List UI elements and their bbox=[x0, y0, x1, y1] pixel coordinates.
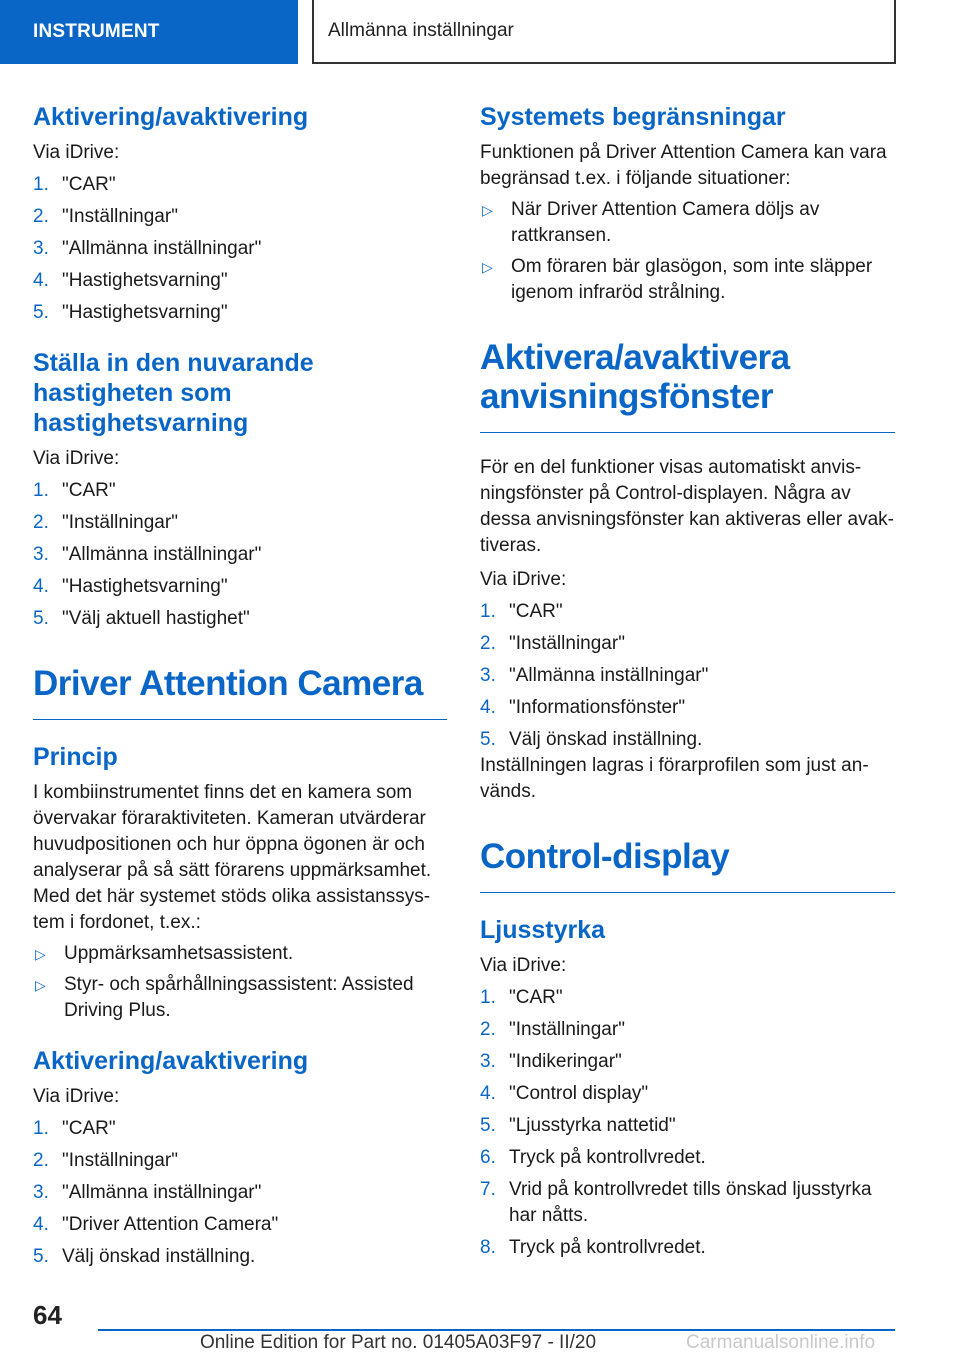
intro-text: Via iDrive: bbox=[33, 142, 120, 163]
list-item: ▷ När Driver Attention Camera döljs av rattkransen. bbox=[480, 197, 895, 249]
list-item: 2. "Inställningar" bbox=[33, 512, 178, 533]
intro-text: Via iDrive: bbox=[33, 1086, 120, 1107]
list-item: 4. "Driver Attention Camera" bbox=[33, 1214, 279, 1235]
steps-list bbox=[33, 172, 447, 326]
list-item: ▷ Uppmärksamhetsassistent. bbox=[33, 941, 447, 967]
list-item: 3. "Indikeringar" bbox=[480, 1051, 622, 1072]
list-item: 3. "Allmänna inställningar" bbox=[480, 665, 709, 686]
heading-activation-camera: Aktivering/avaktivering bbox=[33, 1047, 309, 1075]
chapter-title: Allmänna inställningar bbox=[328, 20, 514, 41]
list-item: 4. "Hastighetsvarning" bbox=[33, 270, 228, 291]
list-item: 5. Välj önskad inställning. bbox=[480, 729, 703, 750]
steps-list bbox=[33, 478, 447, 632]
right-column bbox=[480, 102, 895, 1261]
chapter-header bbox=[312, 0, 896, 64]
page-number: 64 bbox=[33, 1300, 62, 1330]
list-item: 4. "Control display" bbox=[480, 1083, 649, 1104]
section-title: INSTRUMENT bbox=[33, 21, 160, 42]
bullet-list bbox=[480, 197, 895, 306]
intro-text: Via iDrive: bbox=[480, 569, 567, 590]
principle-text: I kombiinstrumentet finns det en kamera som övervakar föraraktiviteten. Kameran utvärderar huvudpositionen och hur öppna ögonen är och analyserar på så sätt förarens uppmärksamhet. Med det här systemet stöds olika assistanssystem i fordonet, t.ex.: bbox=[33, 782, 432, 933]
list-item: 1. "CAR" bbox=[480, 987, 563, 1008]
list-item: 5. Välj önskad inställning. bbox=[33, 1246, 256, 1267]
heading-system-limits: Systemets begränsningar bbox=[480, 103, 786, 131]
steps-list bbox=[480, 599, 895, 753]
triangle-bullet-icon: ▷ bbox=[482, 202, 493, 218]
list-item: 2. "Inställningar" bbox=[33, 1150, 178, 1171]
steps-list bbox=[480, 985, 895, 1261]
list-item: 3. "Allmänna inställningar" bbox=[33, 1182, 262, 1203]
footer-divider bbox=[98, 1329, 895, 1331]
list-item: 8. Tryck på kontrollvredet. bbox=[480, 1237, 706, 1258]
list-item: 5. "Hastighetsvarning" bbox=[33, 302, 228, 323]
steps-list bbox=[33, 1116, 447, 1270]
bullet-list bbox=[33, 941, 447, 1024]
info-windows-text: För en del funktioner visas automatiskt anvisningsfönster på Control-displayen. Några av dessa anvisningsfönster kan aktiveras eller avaktiveras. bbox=[480, 457, 894, 556]
heading-brightness: Ljusstyrka bbox=[480, 916, 606, 944]
list-item: 2. "Inställningar" bbox=[480, 1019, 625, 1040]
heading-info-windows: Aktivera/avaktivera anvisningsfönster bbox=[480, 338, 895, 433]
list-item: 3. "Allmänna inställningar" bbox=[33, 544, 262, 565]
heading-set-speed: Ställa in den nuvarande hastigheten som hastighetsvarning bbox=[33, 349, 314, 437]
note-text: Inställningen lagras i förarprofilen som just används. bbox=[480, 755, 869, 802]
heading-driver-attention-camera: Driver Attention Camera bbox=[33, 664, 447, 720]
list-item: 4. "Informationsfönster" bbox=[480, 697, 686, 718]
triangle-bullet-icon: ▷ bbox=[35, 977, 46, 993]
list-item: ▷ Om föraren bär glasögon, som inte släpper igenom infraröd strålning. bbox=[480, 254, 895, 306]
list-item: 5. "Välj aktuell hastighet" bbox=[33, 608, 250, 629]
list-item: 2. "Inställningar" bbox=[480, 633, 625, 654]
list-item: 2. "Inställningar" bbox=[33, 206, 178, 227]
limits-text: Funktionen på Driver Attention Camera kan vara begränsad t.ex. i följande situationer: bbox=[480, 142, 887, 189]
list-item: 1. "CAR" bbox=[480, 601, 563, 622]
list-item: 3. "Allmänna inställningar" bbox=[33, 238, 262, 259]
watermark: Carmanualsonline.info bbox=[686, 1332, 876, 1353]
heading-principle: Princip bbox=[33, 743, 118, 771]
list-item: 1. "CAR" bbox=[33, 480, 116, 501]
intro-text: Via iDrive: bbox=[480, 955, 567, 976]
list-item: 6. Tryck på kontrollvredet. bbox=[480, 1147, 706, 1168]
heading-activation: Aktivering/avaktivering bbox=[33, 103, 309, 131]
section-tab bbox=[0, 0, 298, 64]
triangle-bullet-icon: ▷ bbox=[482, 259, 493, 275]
left-column bbox=[33, 102, 447, 1270]
triangle-bullet-icon: ▷ bbox=[35, 946, 46, 962]
list-item: 7. Vrid på kontrollvredet tills önskad ljusstyrka har nåtts. bbox=[480, 1179, 872, 1226]
heading-control-display: Control-display bbox=[480, 837, 895, 893]
list-item: 1. "CAR" bbox=[33, 174, 116, 195]
list-item: 1. "CAR" bbox=[33, 1118, 116, 1139]
intro-text: Via iDrive: bbox=[33, 448, 120, 469]
list-item: 5. "Ljusstyrka nattetid" bbox=[480, 1115, 676, 1136]
edition-text: Online Edition for Part no. 01405A03F97 - II/20 bbox=[199, 1332, 597, 1353]
list-item: 4. "Hastighetsvarning" bbox=[33, 576, 228, 597]
list-item: ▷ Styr- och spårhållningsassistent: Assisted Driving Plus. bbox=[33, 972, 447, 1024]
